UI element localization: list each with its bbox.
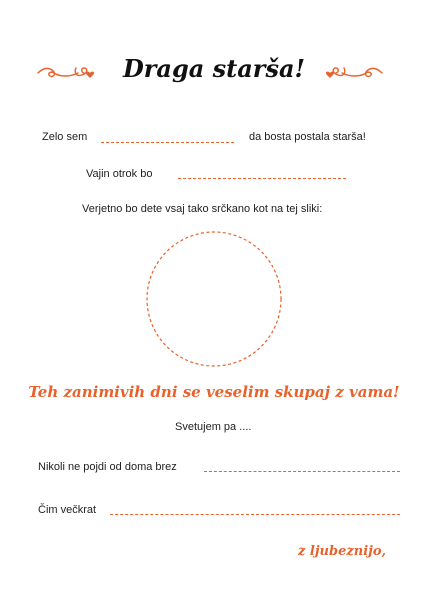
- photo-frame-circle[interactable]: [145, 230, 283, 368]
- cim-veckrat-label: Čim večkrat: [38, 504, 97, 516]
- page-title: Draga starša!: [122, 54, 306, 83]
- zelo-sem-label: Zelo sem: [42, 131, 88, 143]
- flourish-heart-right-icon: [324, 64, 384, 84]
- sign-off-text: z ljubeznijo,: [298, 544, 387, 559]
- nikoli-label: Nikoli ne pojdi od doma brez: [38, 461, 177, 473]
- vajin-otrok-blank[interactable]: [178, 178, 346, 179]
- slogan-text: Teh zanimivih dni se veselim skupaj z vama!: [28, 383, 400, 401]
- vajin-otrok-label: Vajin otrok bo: [86, 168, 153, 180]
- zelo-sem-blank[interactable]: [101, 142, 234, 143]
- cim-veckrat-blank[interactable]: [110, 514, 400, 515]
- svetujem-label: Svetujem pa ....: [175, 421, 252, 433]
- verjetno-label: Verjetno bo dete vsaj tako srčkano kot na tej sliki:: [82, 203, 323, 215]
- nikoli-blank[interactable]: [204, 471, 400, 472]
- da-bosta-label: da bosta postala starša!: [249, 131, 366, 143]
